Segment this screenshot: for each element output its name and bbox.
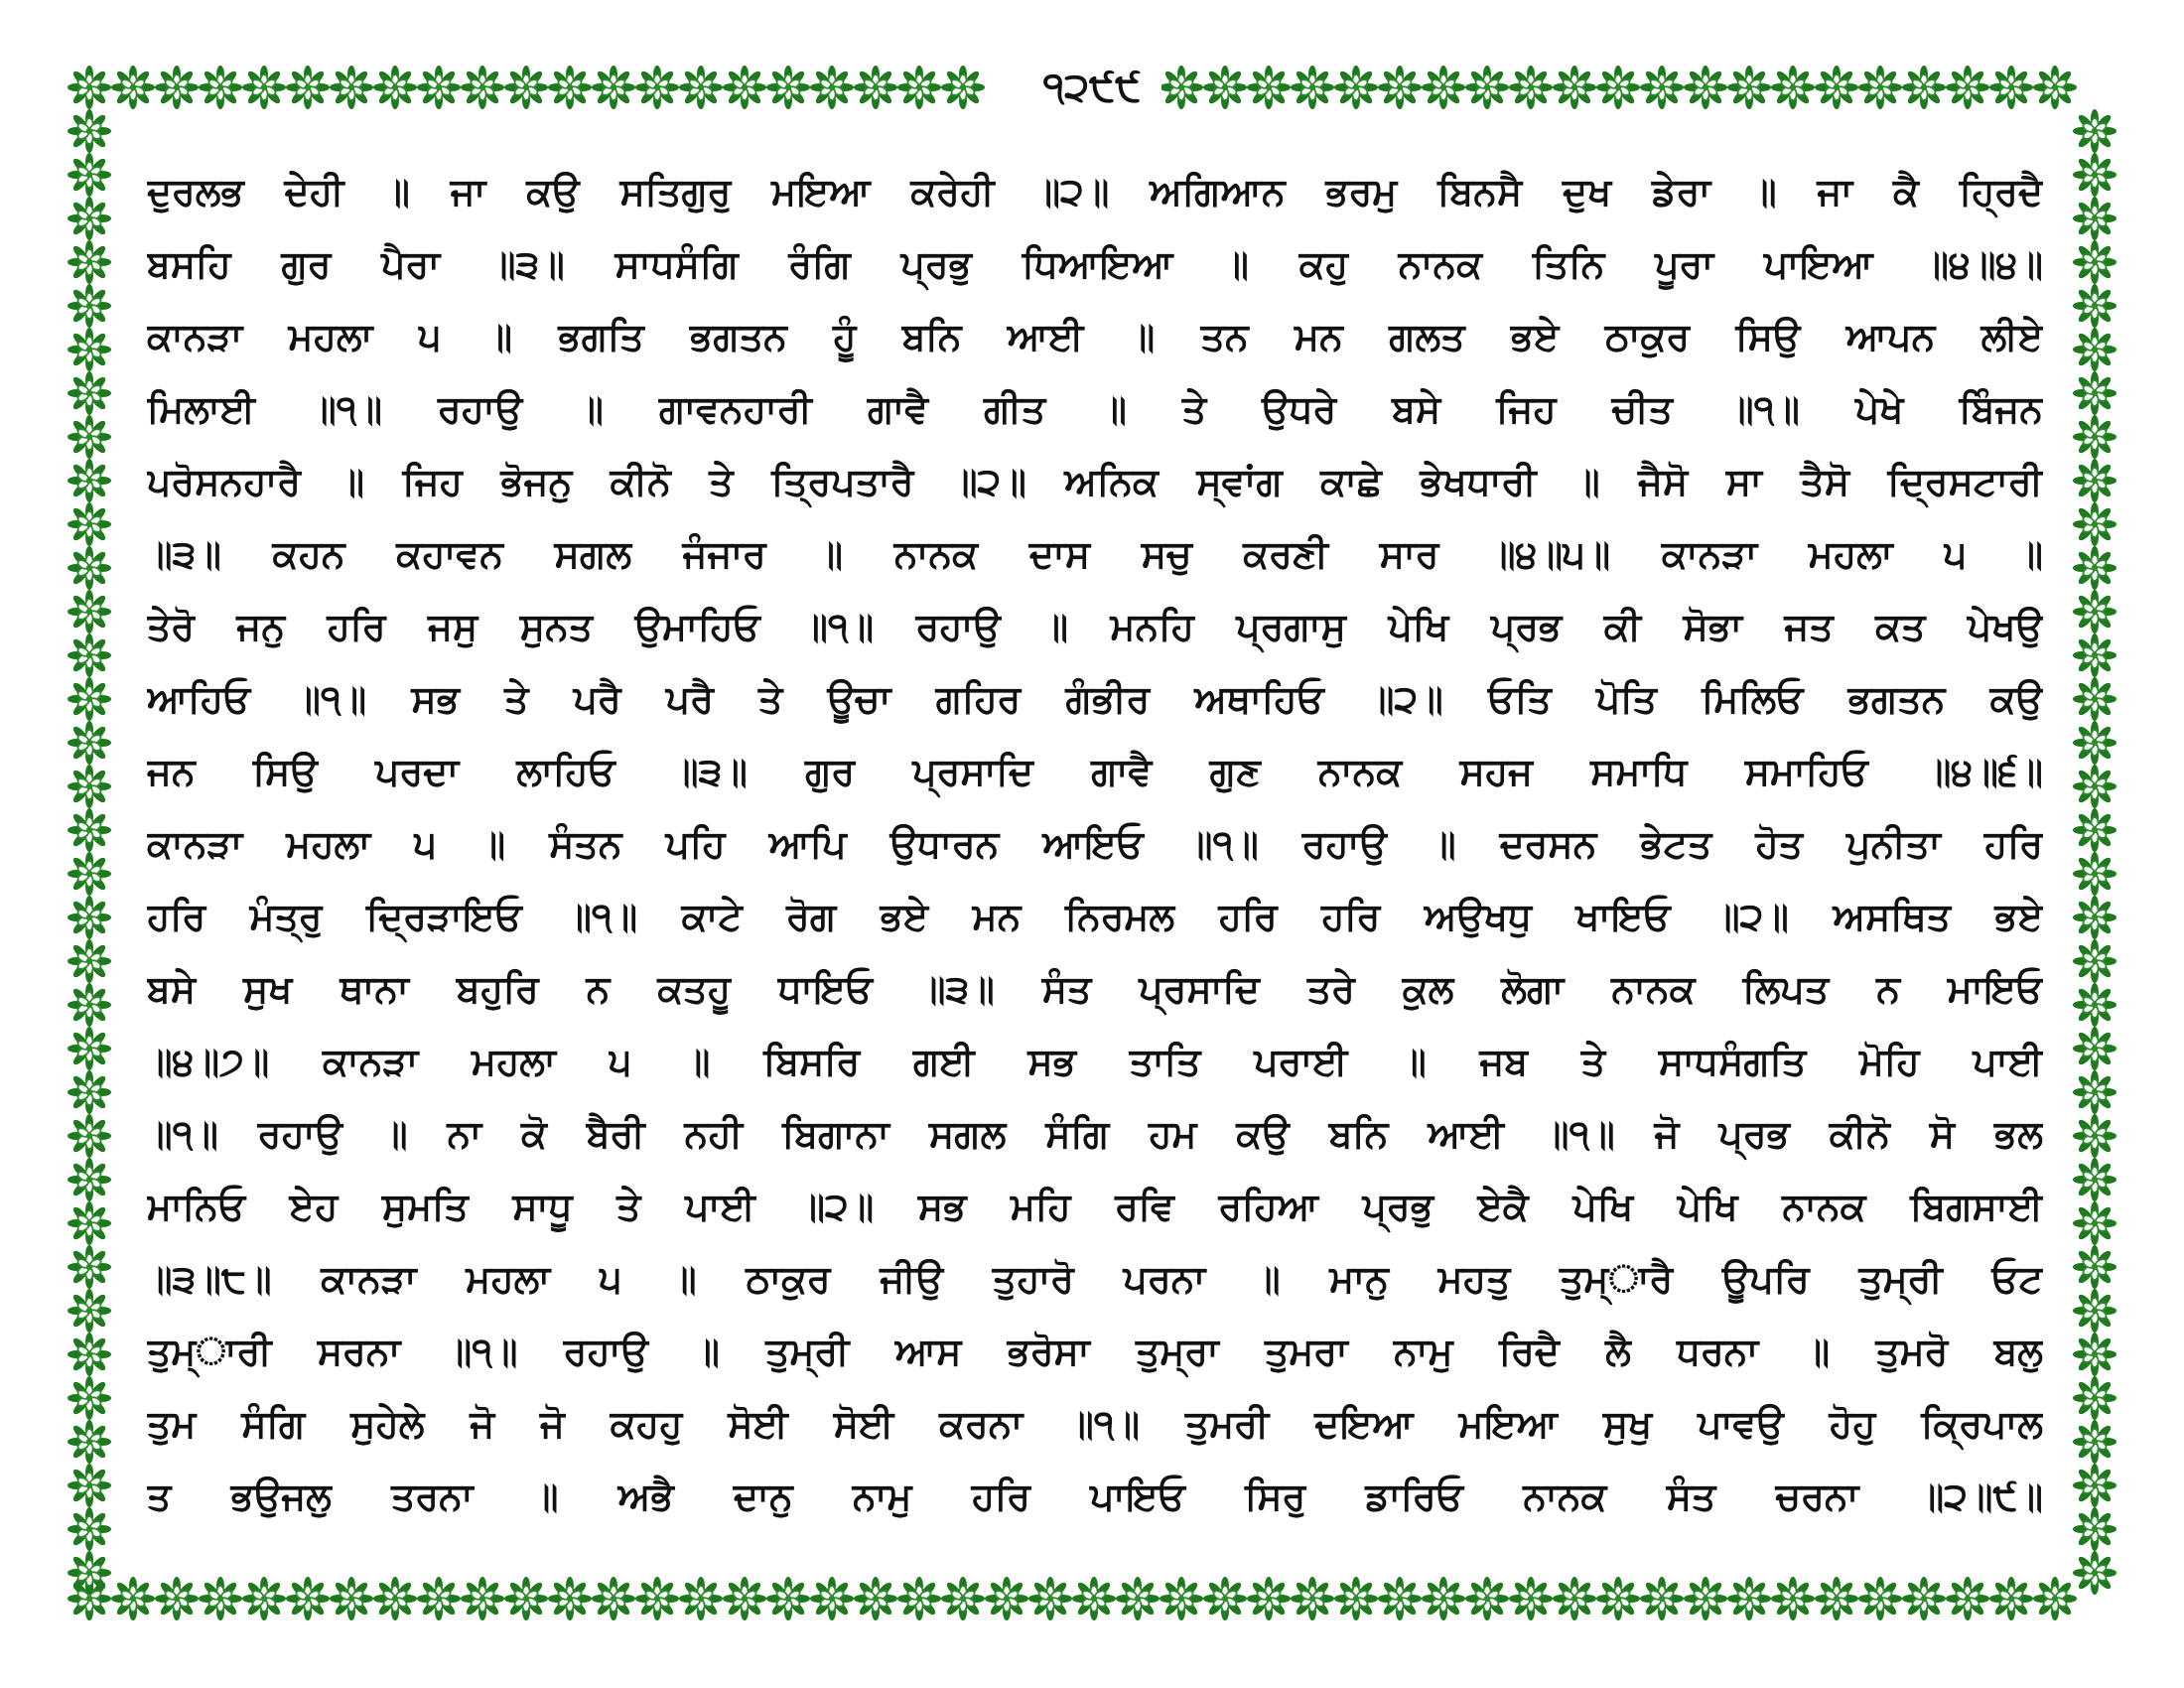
flower-ornament-icon <box>1858 66 1902 109</box>
flower-ornament-icon <box>242 1577 286 1620</box>
flower-ornament-icon <box>2073 1507 2116 1551</box>
flower-ornament-icon <box>766 66 810 109</box>
flower-ornament-icon <box>679 1577 723 1620</box>
flower-ornament-icon <box>504 66 548 109</box>
flower-ornament-icon <box>286 66 330 109</box>
text-line: ਆਹਿਓ ॥੧॥ ਸਭ ਤੇ ਪਰੈ ਪਰੈ ਤੇ ਊਚਾ ਗਹਿਰ ਗੰਭੀਰ ਅਥਾਹਿਓ ॥੨॥ ਓਤਿ ਪੋਤਿ ਮਿਲਿਓ ਭਗਤਨ ਕਉ <box>147 677 2043 721</box>
flower-ornament-icon <box>2073 633 2116 677</box>
flower-ornament-icon <box>68 896 111 939</box>
flower-ornament-icon <box>2073 765 2116 808</box>
flower-ornament-icon <box>68 459 111 502</box>
flower-ornament-icon <box>2033 1577 2077 1620</box>
flower-ornament-icon <box>68 546 111 590</box>
flower-ornament-icon <box>1509 66 1553 109</box>
flower-ornament-icon <box>68 502 111 546</box>
text-line: ਪਰੋਸਨਹਾਰੈ ॥ ਜਿਹ ਭੋਜਨੁ ਕੀਨੋ ਤੇ ਤ੍ਰਿਪਤਾਰੈ ॥੨॥ ਅਨਿਕ ਸ੍ਵਾਂਗ ਕਾਛੇ ਭੇਖਧਾਰੀ ॥ ਜੈਸੋ ਸਾ ਤੈਸੋ ਦ੍ਰਿਸਟਾਰੀ <box>147 460 2043 503</box>
flower-ornament-icon <box>1160 1577 1203 1620</box>
flower-ornament-icon <box>1946 1577 1989 1620</box>
flower-ornament-icon <box>2033 66 2077 109</box>
flower-ornament-icon <box>2073 153 2116 197</box>
flower-ornament-icon <box>1858 1577 1902 1620</box>
flower-ornament-icon <box>1815 1577 1858 1620</box>
flower-ornament-icon <box>68 197 111 240</box>
flower-ornament-icon <box>68 284 111 328</box>
flower-ornament-icon <box>68 983 111 1027</box>
scripture-text-block <box>147 159 2043 1539</box>
flower-ornament-icon <box>1334 66 1378 109</box>
flower-ornament-icon <box>2073 1333 2116 1376</box>
flower-ornament-icon <box>635 1577 679 1620</box>
flower-ornament-icon <box>1465 1577 1509 1620</box>
flower-ornament-icon <box>2073 415 2116 459</box>
flower-ornament-icon <box>2073 1201 2116 1245</box>
flower-ornament-icon <box>723 1577 766 1620</box>
text-line: ਤ ਭਉਜਲੁ ਤਰਨਾ ॥ ਅਭੈ ਦਾਨੁ ਨਾਮੁ ਹਰਿ ਪਾਇਓ ਸਿਰੁ ਡਾਰਿਓ ਨਾਨਕ ਸੰਤ ਚਰਨਾ ॥੨॥੯॥ <box>147 1475 2043 1518</box>
flower-ornament-icon <box>592 1577 635 1620</box>
flower-ornament-icon <box>1465 66 1509 109</box>
flower-ornament-icon <box>854 66 897 109</box>
flower-ornament-icon <box>68 371 111 415</box>
flower-ornament-icon <box>766 1577 810 1620</box>
flower-ornament-icon <box>1596 1577 1640 1620</box>
flower-ornament-icon <box>68 1201 111 1245</box>
flower-ornament-icon <box>373 66 417 109</box>
flower-ornament-icon <box>68 1245 111 1289</box>
flower-ornament-icon <box>68 939 111 983</box>
flower-ornament-icon <box>2073 808 2116 852</box>
flower-ornament-icon <box>68 590 111 633</box>
flower-ornament-icon <box>1771 66 1815 109</box>
flower-ornament-icon <box>68 1551 111 1595</box>
flower-ornament-icon <box>2073 677 2116 721</box>
text-line: ਬਸੇ ਸੁਖ ਥਾਨਾ ਬਹੁਰਿ ਨ ਕਤਹੂ ਧਾਇਓ ॥੩॥ ਸੰਤ ਪ੍ਰਸਾਦਿ ਤਰੇ ਕੁਲ ਲੋਗਾ ਨਾਨਕ ਲਿਪਤ ਨ ਮਾਇਓ <box>147 967 2043 1011</box>
text-line: ॥੪॥੭॥ ਕਾਨੜਾ ਮਹਲਾ ੫ ॥ ਬਿਸਰਿ ਗਈ ਸਭ ਤਾਤਿ ਪਰਾਈ ॥ ਜਬ ਤੇ ਸਾਧਸੰਗਤਿ ਮੋਹਿ ਪਾਈ <box>147 1040 2043 1083</box>
flower-ornament-icon <box>68 1070 111 1114</box>
flower-ornament-icon <box>1553 1577 1596 1620</box>
flower-ornament-icon <box>68 1114 111 1158</box>
flower-ornament-icon <box>810 1577 854 1620</box>
flower-ornament-icon <box>2073 852 2116 896</box>
flower-ornament-icon <box>1203 1577 1247 1620</box>
flower-ornament-icon <box>1378 66 1422 109</box>
flower-ornament-icon <box>68 852 111 896</box>
flower-ornament-icon <box>1291 1577 1334 1620</box>
flower-ornament-icon <box>461 66 504 109</box>
flower-ornament-icon <box>417 1577 461 1620</box>
flower-ornament-icon <box>1902 66 1946 109</box>
flower-ornament-icon <box>1596 66 1640 109</box>
text-line: ਤੁਮ੍ਾਰੀ ਸਰਨਾ ॥੧॥ ਰਹਾਉ ॥ ਤੁਮ੍ਰੀ ਆਸ ਭਰੋਸਾ ਤੁਮ੍ਰਾ ਤੁਮਰਾ ਨਾਮੁ ਰਿਦੈ ਲੈ ਧਰਨਾ ॥ ਤੁਮਰੋ ਬਲੁ <box>147 1330 2043 1373</box>
flower-ornament-icon <box>897 66 941 109</box>
flower-ornament-icon <box>2073 1289 2116 1333</box>
flower-ornament-icon <box>2073 1376 2116 1420</box>
flower-ornament-icon <box>941 66 985 109</box>
flower-ornament-icon <box>2073 240 2116 284</box>
flower-ornament-icon <box>2073 983 2116 1027</box>
flower-ornament-icon <box>1684 66 1727 109</box>
flower-ornament-icon <box>68 633 111 677</box>
flower-ornament-icon <box>2073 896 2116 939</box>
flower-ornament-icon <box>68 1333 111 1376</box>
flower-ornament-icon <box>2073 197 2116 240</box>
flower-ornament-icon <box>68 1420 111 1464</box>
flower-ornament-icon <box>2073 1551 2116 1595</box>
text-line: ॥੧॥ ਰਹਾਉ ॥ ਨਾ ਕੋ ਬੈਰੀ ਨਹੀ ਬਿਗਾਨਾ ਸਗਲ ਸੰਗਿ ਹਮ ਕਉ ਬਨਿ ਆਈ ॥੧॥ ਜੋ ਪ੍ਰਭ ਕੀਨੋ ਸੋ ਭਲ <box>147 1112 2043 1156</box>
text-line: ਕਾਨੜਾ ਮਹਲਾ ੫ ॥ ਭਗਤਿ ਭਗਤਨ ਹੂੰ ਬਨਿ ਆਈ ॥ ਤਨ ਮਨ ਗਲਤ ਭਏ ਠਾਕੁਰ ਸਿਉ ਆਪਨ ਲੀਏ <box>147 315 2043 358</box>
flower-ornament-icon <box>155 66 199 109</box>
flower-ornament-icon <box>1160 66 1203 109</box>
text-line: ਬਸਹਿ ਗੁਰ ਪੈਰਾ ॥੩॥ ਸਾਧਸੰਗਿ ਰੰਗਿ ਪ੍ਰਭੁ ਧਿਆਇਆ ॥ ਕਹੁ ਨਾਨਕ ਤਿਨਿ ਪੂਰਾ ਪਾਇਆ ॥੪॥੪॥ <box>147 242 2043 286</box>
text-line: ॥੩॥ ਕਹਨ ਕਹਾਵਨ ਸਗਲ ਜੰਜਾਰ ॥ ਨਾਨਕ ਦਾਸ ਸਚੁ ਕਰਣੀ ਸਾਰ ॥੪॥੫॥ ਕਾਨੜਾ ਮਹਲਾ ੫ ॥ <box>147 532 2043 576</box>
flower-ornament-icon <box>286 1577 330 1620</box>
flower-ornament-icon <box>985 1577 1028 1620</box>
flower-ornament-icon <box>330 1577 373 1620</box>
flower-ornament-icon <box>897 1577 941 1620</box>
flower-ornament-icon <box>2073 328 2116 371</box>
flower-ornament-icon <box>2073 1420 2116 1464</box>
flower-ornament-icon <box>1946 66 1989 109</box>
flower-ornament-icon <box>679 66 723 109</box>
flower-ornament-icon <box>68 1289 111 1333</box>
text-line: ਦੁਰਲਭ ਦੇਹੀ ॥ ਜਾ ਕਉ ਸਤਿਗੁਰੁ ਮਇਆ ਕਰੇਹੀ ॥੨॥ ਅਗਿਆਨ ਭਰਮੁ ਬਿਨਸੈ ਦੁਖ ਡੇਰਾ ॥ ਜਾ ਕੈ ਹ੍ਰਿਦੈ <box>147 170 2043 213</box>
flower-ornament-icon <box>2073 1464 2116 1507</box>
flower-ornament-icon <box>155 1577 199 1620</box>
flower-ornament-icon <box>199 1577 242 1620</box>
flower-ornament-icon <box>1815 66 1858 109</box>
flower-ornament-icon <box>592 66 635 109</box>
flower-ornament-icon <box>68 1376 111 1420</box>
flower-ornament-icon <box>1640 66 1684 109</box>
flower-ornament-icon <box>504 1577 548 1620</box>
text-line: ॥੩॥੮॥ ਕਾਨੜਾ ਮਹਲਾ ੫ ॥ ਠਾਕੁਰ ਜੀਉ ਤੁਹਾਰੋ ਪਰਨਾ ॥ ਮਾਨੁ ਮਹਤੁ ਤੁਮ੍ਾਰੈ ਊਪਰਿ ਤੁਮ੍ਰੀ ਓਟ <box>147 1257 2043 1301</box>
flower-ornament-icon <box>1378 1577 1422 1620</box>
flower-ornament-icon <box>723 66 766 109</box>
flower-ornament-icon <box>68 808 111 852</box>
flower-ornament-icon <box>1291 66 1334 109</box>
flower-ornament-icon <box>635 66 679 109</box>
flower-ornament-icon <box>68 721 111 765</box>
flower-ornament-icon <box>1989 66 2033 109</box>
flower-ornament-icon <box>2073 721 2116 765</box>
flower-ornament-icon <box>2073 1158 2116 1201</box>
text-line: ਮਿਲਾਈ ॥੧॥ ਰਹਾਉ ॥ ਗਾਵਨਹਾਰੀ ਗਾਵੈ ਗੀਤ ॥ ਤੇ ਉਧਰੇ ਬਸੇ ਜਿਹ ਚੀਤ ॥੧॥ ਪੇਖੇ ਬਿੰਜਨ <box>147 387 2043 431</box>
flower-ornament-icon <box>111 66 155 109</box>
flower-ornament-icon <box>68 1158 111 1201</box>
flower-ornament-icon <box>68 415 111 459</box>
flower-ornament-icon <box>1247 66 1291 109</box>
flower-ornament-icon <box>1989 1577 2033 1620</box>
flower-ornament-icon <box>1509 1577 1553 1620</box>
flower-ornament-icon <box>1640 1577 1684 1620</box>
flower-ornament-icon <box>68 1464 111 1507</box>
flower-ornament-icon <box>461 1577 504 1620</box>
flower-ornament-icon <box>548 66 592 109</box>
flower-ornament-icon <box>1684 1577 1727 1620</box>
flower-ornament-icon <box>2073 109 2116 153</box>
page-number: ੧੨੯੯ <box>1023 58 1161 117</box>
flower-ornament-icon <box>68 109 111 153</box>
flower-ornament-icon <box>68 765 111 808</box>
flower-ornament-icon <box>68 1027 111 1070</box>
flower-ornament-icon <box>2073 371 2116 415</box>
flower-ornament-icon <box>68 677 111 721</box>
flower-ornament-icon <box>2073 546 2116 590</box>
flower-ornament-icon <box>1072 1577 1116 1620</box>
flower-ornament-icon <box>1334 1577 1378 1620</box>
flower-ornament-icon <box>373 1577 417 1620</box>
flower-ornament-icon <box>1028 1577 1072 1620</box>
flower-ornament-icon <box>68 153 111 197</box>
flower-ornament-icon <box>2073 284 2116 328</box>
flower-ornament-icon <box>2073 939 2116 983</box>
text-line: ਜਨ ਸਿਉ ਪਰਦਾ ਲਾਹਿਓ ॥੩॥ ਗੁਰ ਪ੍ਰਸਾਦਿ ਗਾਵੈ ਗੁਣ ਨਾਨਕ ਸਹਜ ਸਮਾਧਿ ਸਮਾਹਿਓ ॥੪॥੬॥ <box>147 750 2043 793</box>
flower-ornament-icon <box>548 1577 592 1620</box>
flower-ornament-icon <box>1727 66 1771 109</box>
flower-ornament-icon <box>2073 1027 2116 1070</box>
flower-ornament-icon <box>1422 1577 1465 1620</box>
flower-ornament-icon <box>1247 1577 1291 1620</box>
flower-ornament-icon <box>68 1507 111 1551</box>
flower-ornament-icon <box>1771 1577 1815 1620</box>
flower-ornament-icon <box>68 240 111 284</box>
flower-ornament-icon <box>417 66 461 109</box>
flower-ornament-icon <box>199 66 242 109</box>
flower-ornament-icon <box>2073 1070 2116 1114</box>
flower-ornament-icon <box>2073 502 2116 546</box>
flower-ornament-icon <box>941 1577 985 1620</box>
text-line: ਹਰਿ ਮੰਤ੍ਰੁ ਦ੍ਰਿੜਾਇਓ ॥੧॥ ਕਾਟੇ ਰੋਗ ਭਏ ਮਨ ਨਿਰਮਲ ਹਰਿ ਹਰਿ ਅਉਖਧੁ ਖਾਇਓ ॥੨॥ ਅਸਥਿਤ ਭਏ <box>147 895 2043 938</box>
flower-ornament-icon <box>1727 1577 1771 1620</box>
flower-ornament-icon <box>111 1577 155 1620</box>
flower-ornament-icon <box>1422 66 1465 109</box>
flower-ornament-icon <box>330 66 373 109</box>
text-line: ਕਾਨੜਾ ਮਹਲਾ ੫ ॥ ਸੰਤਨ ਪਹਿ ਆਪਿ ਉਧਾਰਨ ਆਇਓ ॥੧॥ ਰਹਾਉ ॥ ਦਰਸਨ ਭੇਟਤ ਹੋਤ ਪੁਨੀਤਾ ਹਰਿ <box>147 822 2043 866</box>
flower-ornament-icon <box>68 66 111 109</box>
flower-ornament-icon <box>1902 1577 1946 1620</box>
flower-ornament-icon <box>1116 1577 1160 1620</box>
flower-ornament-icon <box>68 328 111 371</box>
flower-ornament-icon <box>1203 66 1247 109</box>
text-line: ਤੇਰੋ ਜਨੁ ਹਰਿ ਜਸੁ ਸੁਨਤ ਉਮਾਹਿਓ ॥੧॥ ਰਹਾਉ ॥ ਮਨਹਿ ਪ੍ਰਗਾਸੁ ਪੇਖਿ ਪ੍ਰਭ ਕੀ ਸੋਭਾ ਜਤ ਕਤ ਪੇਖਉ <box>147 605 2043 648</box>
flower-ornament-icon <box>2073 1245 2116 1289</box>
text-line: ਮਾਨਿਓ ਏਹ ਸੁਮਤਿ ਸਾਧੂ ਤੇ ਪਾਈ ॥੨॥ ਸਭ ਮਹਿ ਰਵਿ ਰਹਿਆ ਪ੍ਰਭੁ ਏਕੈ ਪੇਖਿ ਪੇਖਿ ਨਾਨਕ ਬਿਗਸਾਈ <box>147 1185 2043 1228</box>
flower-ornament-icon <box>242 66 286 109</box>
flower-ornament-icon <box>2073 459 2116 502</box>
text-line: ਤੁਮ ਸੰਗਿ ਸੁਹੇਲੇ ਜੋ ਜੋ ਕਹਹੁ ਸੋਈ ਸੋਈ ਕਰਨਾ ॥੧॥ ਤੁਮਰੀ ਦਇਆ ਮਇਆ ਸੁਖੁ ਪਾਵਉ ਹੋਹੁ ਕ੍ਰਿਪਾਲ <box>147 1402 2043 1446</box>
flower-ornament-icon <box>810 66 854 109</box>
flower-ornament-icon <box>2073 590 2116 633</box>
flower-ornament-icon <box>854 1577 897 1620</box>
flower-ornament-icon <box>1553 66 1596 109</box>
flower-ornament-icon <box>2073 1114 2116 1158</box>
